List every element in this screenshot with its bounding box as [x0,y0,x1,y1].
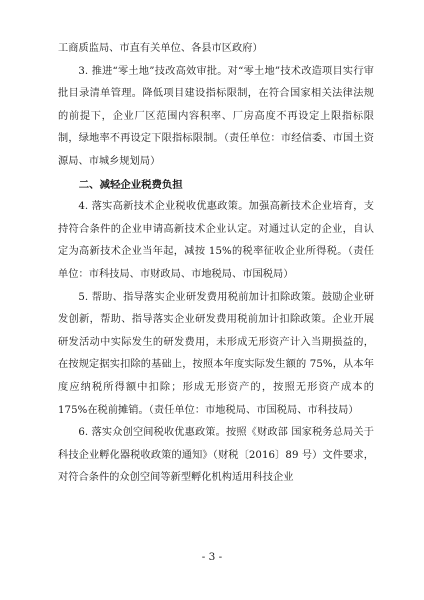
paragraph-item-4: 4. 落实高新技术企业税收优惠政策。加强高新技术企业培育，支持符合条件的企业申请高新技术企业认定。对通过认定的企业，自认定为高新技术企业当年起，减按 15%的税率征收企业所得税。（责任单位：市科技局、市财政局、市地税局、市国税局） [58,201,374,280]
paragraph-item-3: 3. 推进“零土地”技改高效审批。对“零土地”技术改造项目实行审批目录清单管理。降低项目建设指标限制，在符合国家相关法律法规的前提下，企业厂区范围内容积率、厂房高度不再设定上限指标限制，绿地率不再设定下限指标限制。（责任单位：市经信委、市国土资源局、市城乡规划局） [58,65,374,167]
document-body [58,38,374,490]
paragraph-continuation: 工商质监局、市直有关单位、各县市区政府） [58,43,263,54]
paragraph-item-6: 6. 落实众创空间税收优惠政策。按照《财政部 国家税务总局关于科技企业孵化器税收政策的通知》（财税〔2016〕89 号）文件要求，对符合条件的众创空间等新型孵化机构适用科技企业 [58,427,374,484]
page-number: - 3 - [201,551,223,563]
section-heading-2: 二、减轻企业税费负担 [78,178,183,191]
paragraph-item-5: 5. 帮助、指导落实企业研发费用税前加计扣除政策。鼓励企业研发创新，帮助、指导落实企业研发费用税前加计扣除政策。企业开展研发活动中实际发生的研发费用，未形成无形资产计入当期损益的，在按规定据实扣除的基础上，按照本年度实际发生额的 75%，从本年度应纳税所得额中扣除；形成无形资产的，按照无形资产成本的 175%在税前摊销。（责任单位：市地税局、市国税局、市科技局） [58,291,374,416]
